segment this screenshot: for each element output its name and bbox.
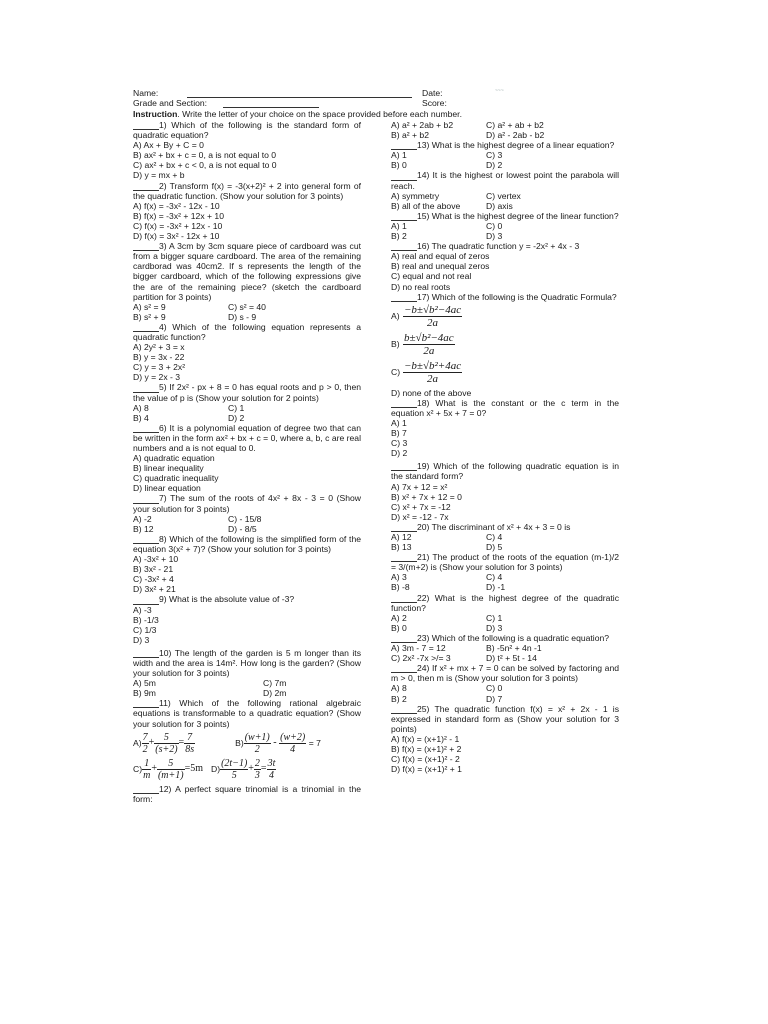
date-label: Date:	[422, 88, 443, 98]
option: D) none of the above	[391, 387, 472, 398]
instruction: Instruction. Write the letter of your choice on the space provided before each number.	[133, 109, 462, 119]
option-row: B) 12 D) - 8/5	[133, 523, 257, 534]
answer-blank[interactable]	[391, 705, 417, 714]
question-2: 2) Transform f(x) = -3(x+2)² + 2 into general form of the quadratic function. (Show your solution for 3 points)	[133, 180, 361, 201]
option: B) f(x) = (x+1)² + 2	[391, 743, 462, 754]
answer-blank[interactable]	[391, 634, 417, 643]
right-column	[391, 120, 619, 774]
option: C) x² + 7x = -12	[391, 501, 451, 512]
question-1: 1) Which of the following is the standard form of quadratic equation?	[133, 120, 361, 141]
answer-blank[interactable]	[133, 495, 159, 504]
question-9: 9) What is the absolute value of -3?	[133, 594, 361, 604]
score-label: Score:	[422, 98, 447, 108]
answer-blank[interactable]	[133, 785, 159, 794]
answer-blank[interactable]	[391, 399, 417, 408]
answer-blank[interactable]	[133, 424, 159, 433]
question-4: 4) Which of the following equation represents a quadratic function?	[133, 321, 361, 342]
option-row: B) 4 D) 2	[133, 412, 245, 423]
option: C) ax² + bx + c < 0, a is not equal to 0	[133, 160, 277, 171]
answer-blank[interactable]	[133, 649, 159, 658]
question-17: 17) Which of the following is the Quadratic Formula?	[391, 292, 619, 302]
question-7: 7) The sum of the roots of 4x² + 8x - 3 = 0 (Show your solution for 3 points)	[133, 493, 361, 514]
option: C) 3	[391, 438, 408, 449]
answer-blank[interactable]	[391, 172, 417, 181]
option: B) 3x² - 21	[133, 564, 174, 575]
option-row: C) 2x² -7x >/= 3 D) t² + 5t - 14	[391, 653, 537, 664]
grade-field[interactable]	[223, 99, 319, 108]
option: C) 1/3	[133, 624, 157, 635]
answer-blank[interactable]	[391, 293, 417, 302]
answer-blank[interactable]	[133, 242, 159, 251]
question-16: 16) The quadratic function y = -2x² + 4x - 3	[391, 241, 619, 251]
worksheet	[133, 88, 623, 804]
option: D) f(x) = 3x² - 12x + 10	[133, 231, 220, 242]
option-row: A) 12 C) 4	[391, 532, 503, 542]
option: B) f(x) = -3x² + 12x + 10	[133, 210, 224, 221]
option: B) x² + 7x + 12 = 0	[391, 491, 462, 502]
option: A) real and equal of zeros	[391, 251, 490, 262]
option: A) -3	[133, 604, 152, 615]
option: D) y = 2x - 3	[133, 372, 181, 383]
option: A) f(x) = -3x² - 12x - 10	[133, 200, 220, 211]
answer-blank[interactable]	[133, 323, 159, 332]
answer-blank[interactable]	[133, 596, 159, 605]
option-row: A) s² = 9 C) s² = 40	[133, 301, 266, 312]
option-row: A) 1 C) 0	[391, 220, 503, 231]
question-15: 15) What is the highest degree of the linear function?	[391, 211, 619, 221]
question-20: 20) The discriminant of x² + 4x + 3 = 0 is	[391, 522, 619, 532]
formula-option-c: C) $\frac{\text{−b±√b²+4ac}}{2a}$	[391, 359, 462, 385]
option: B) ax² + bx + c = 0, a is not equal to 0	[133, 150, 277, 161]
option: C) f(x) = -3x² + 12x - 10	[133, 220, 223, 231]
question-12: 12) A perfect square trinomial is a trinomial in the form:	[133, 783, 361, 804]
option-row: B) 13 D) 5	[391, 542, 503, 553]
name-field[interactable]	[187, 89, 412, 98]
option-row: B) -8 D) -1	[391, 582, 506, 593]
option: B) y = 3x - 22	[133, 352, 185, 363]
answer-blank[interactable]	[391, 664, 417, 673]
option-row: A) 3 C) 4	[391, 572, 503, 583]
q11-option-row-cd: C) $\frac{1}{m}$ + $\frac{5}{(m+1)}$ =5m D) $\frac{(2t-1)}{5}$ + $\frac{2}{3}$ = $\frac{3t}{4}$	[133, 757, 276, 781]
question-11: 11) Which of the following rational algebraic equations is transformable to a quadratic equation? (Show your solution for 3 points)	[133, 698, 361, 729]
answer-blank[interactable]	[133, 121, 159, 130]
option: D) linear equation	[133, 483, 201, 494]
option-row: B) 9m D) 2m	[133, 688, 287, 699]
question-13: 13) What is the highest degree of a linear equation?	[391, 140, 619, 150]
option-row: B) 2 D) 3	[391, 231, 503, 242]
answer-blank[interactable]	[391, 212, 417, 221]
option: A) 1	[391, 417, 407, 428]
option: D) x² = -12 - 7x	[391, 511, 449, 522]
option: D) f(x) = (x+1)² + 1	[391, 764, 462, 775]
answer-blank[interactable]	[133, 699, 159, 708]
question-24: 24) If x² + mx + 7 = 0 can be solved by factoring and m > 0, then m is (Show your solution for 3 points)	[391, 663, 619, 684]
grade-label: Grade and Section:	[133, 98, 208, 108]
option: B) 7	[391, 428, 407, 439]
option: D) 3	[133, 634, 150, 645]
answer-blank[interactable]	[133, 182, 159, 191]
option-row: A) 5m C) 7m	[133, 678, 287, 689]
question-25: 25) The quadratic function f(x) = x² + 2x - 1 is expressed in standard form as (Show your solution for 3 points)	[391, 703, 619, 734]
option-row: A) 8 C) 0	[391, 683, 503, 694]
worksheet-header	[133, 88, 623, 120]
option-row: B) a² + b2 D) a² - 2ab - b2	[391, 130, 545, 141]
question-18: 18) What is the constant or the c term in the equation x² + 5x + 7 = 0?	[391, 397, 619, 418]
answer-blank[interactable]	[391, 141, 417, 150]
option-row: A) 2 C) 1	[391, 612, 503, 623]
option: A) -3x² + 10	[133, 554, 179, 565]
option-row: B) 0 D) 3	[391, 622, 503, 633]
name-label: Name:	[133, 88, 159, 98]
option: D) 2	[391, 448, 408, 459]
option: A) quadratic equation	[133, 453, 215, 464]
answer-blank[interactable]	[391, 242, 417, 251]
option-row: A) 8 C) 1	[133, 402, 245, 413]
option-row: A) a² + 2ab + b2 C) a² + ab + b2	[391, 120, 544, 130]
q11-option-row-ab: A) $\frac{7}{2}$ + $\frac{5}{(s+2)}$ = $\frac{7}{8s}$ B) $\frac{(w+1)}{2}$ - $\frac{(w+2)}{4}$ = 7	[133, 731, 321, 755]
option: C) f(x) = (x+1)² - 2	[391, 754, 460, 765]
option-row: A) symmetry C) vertex	[391, 190, 521, 201]
answer-blank[interactable]	[391, 523, 417, 532]
question-5: 5) If 2x² - px + 8 = 0 has equal roots and p > 0, then the value of p is (Show your solution for 2 points)	[133, 382, 361, 403]
scan-mark: ~~~	[495, 88, 504, 94]
question-19: 19) Which of the following quadratic equation is in the standard form?	[391, 461, 619, 482]
question-14: 14) It is the highest or lowest point the parabola will reach.	[391, 170, 619, 191]
option: D) 3x² + 21	[133, 584, 176, 595]
option: B) -1/3	[133, 614, 159, 625]
option: C) equal and not real	[391, 271, 472, 282]
answer-blank[interactable]	[133, 535, 159, 544]
question-10: 10) The length of the garden is 5 m longer than its width and the area is 14m². How long is the garden? (Show your solution for 3 points)	[133, 647, 361, 679]
option: C) -3x² + 4	[133, 574, 174, 585]
answer-blank[interactable]	[391, 594, 417, 603]
option-row: A) 1 C) 3	[391, 150, 503, 161]
answer-blank[interactable]	[391, 553, 417, 562]
option: A) f(x) = (x+1)² - 1	[391, 733, 460, 744]
answer-blank[interactable]	[391, 462, 417, 471]
option-row: A) 3m - 7 = 12 B) -5n² + 4n -1	[391, 643, 542, 654]
question-22: 22) What is the highest degree of the quadratic function?	[391, 592, 619, 613]
question-3: 3) A 3cm by 3cm square piece of cardboard was cut from a bigger square cardboard. The area of the remaining cardborad was 40cm2. If s represents the length of the bigger cardboard, which of the following expressions give the are of the remaining piece? (sketch the cardboard partition for 3 points)	[133, 241, 361, 302]
option: A) 7x + 12 = x²	[391, 481, 448, 492]
option: D) y = mx + b	[133, 170, 185, 181]
option: B) real and unequal zeros	[391, 261, 490, 272]
question-23: 23) Which of the following is a quadratic equation?	[391, 633, 619, 643]
option: B) linear inequality	[133, 463, 204, 474]
option: A) Ax + By + C = 0	[133, 140, 204, 151]
option: C) y = 3 + 2x²	[133, 362, 186, 373]
question-8: 8) Which of the following is the simplified form of the equation 3(x² + 7)? (Show your solution for 3 points)	[133, 533, 361, 554]
question-6: 6) It is a polynomial equation of degree two that can be written in the form ax² + bx + c = 0, where a, b, c are real numbers and a is not equal to 0.	[133, 422, 361, 453]
left-column	[133, 120, 361, 804]
formula-option-b: B) $\frac{\text{b±√b²−4ac}}{2a}$	[391, 331, 454, 357]
formula-option-a: A) $\frac{\text{−b±√b²−4ac}}{2a}$	[391, 303, 462, 329]
answer-blank[interactable]	[133, 384, 159, 393]
option: A) 2y² + 3 = x	[133, 342, 185, 353]
option-row: B) all of the above D) axis	[391, 200, 513, 211]
question-21: 21) The product of the roots of the equation (m-1)/2 = 3/(m+2) is (Show your solution for 3 points)	[391, 552, 619, 573]
option-row: A) -2 C) - 15/8	[133, 513, 262, 524]
option-row: B) 0 D) 2	[391, 160, 503, 171]
option-row: B) 2 D) 7	[391, 693, 503, 704]
option-row: B) s² + 9 D) s - 9	[133, 311, 257, 322]
option: C) quadratic inequality	[133, 473, 219, 484]
option: D) no real roots	[391, 281, 451, 292]
